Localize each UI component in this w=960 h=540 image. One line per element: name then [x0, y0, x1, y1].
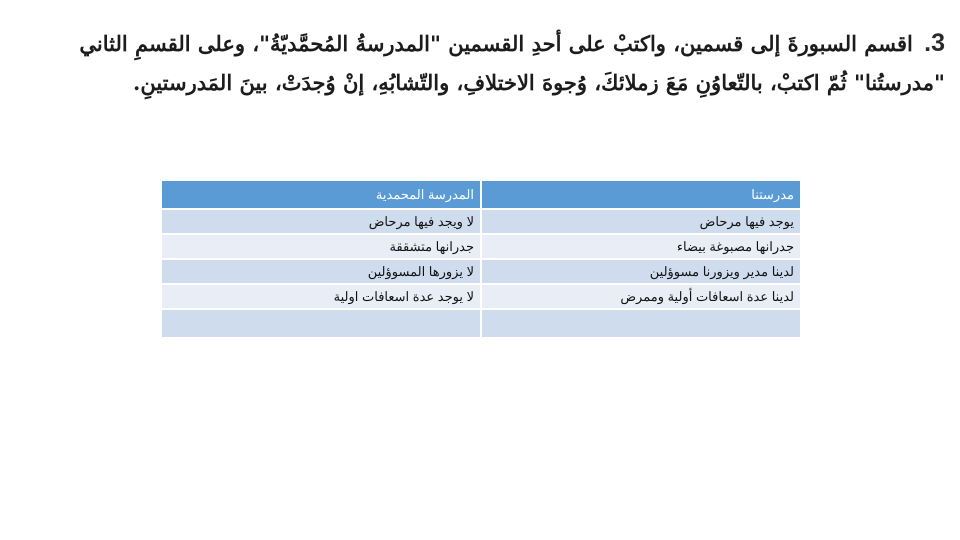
- table-row: [161, 234, 801, 259]
- instruction-line-2: "مدرستُنا" ثُمّ اكتبْ، بالتّعاوُنِ مَعَ زملائكَ، وُجوهَ الاختلافِ، والتّشابُهِ، إنْ وُجدَتْ، بينَ المَدرستينِ.: [133, 70, 945, 95]
- table-cell: لدينا مدير ويزورنا مسوؤلين: [481, 259, 801, 284]
- question-number: 3.: [924, 29, 945, 57]
- table-row-empty: [161, 309, 801, 338]
- question-instructions: [50, 24, 945, 102]
- header-muhammadiya-school: المدرسة المحمدية: [161, 180, 481, 209]
- instruction-text-1: اقسم السبورةَ إلى قسمين، واكتبْ على أحدِ القسمين "المدرسةُ المُحمَّديّةُ"، وعلى القسمِ الثاني: [79, 31, 913, 56]
- table-row: [161, 284, 801, 309]
- table-cell: لا يزورها المسوؤلين: [161, 259, 481, 284]
- comparison-table-container: [160, 179, 800, 339]
- table-cell: لا يوجد عدة اسعافات اولية: [161, 284, 481, 309]
- table-cell: لدينا عدة اسعافات أولية وممرض: [481, 284, 801, 309]
- table-cell: جدرانها مصبوغة بيضاء: [481, 234, 801, 259]
- table-cell: [481, 309, 801, 338]
- table-cell: جدرانها متشققة: [161, 234, 481, 259]
- table-header-row: [161, 180, 801, 209]
- instruction-line-1: [50, 24, 945, 63]
- table-cell: لا ويجد فيها مرحاض: [161, 209, 481, 234]
- table-row: [161, 259, 801, 284]
- table-cell: [161, 309, 481, 338]
- table-row: [161, 209, 801, 234]
- comparison-table: [160, 179, 802, 339]
- table-cell: يوجد فيها مرحاض: [481, 209, 801, 234]
- header-our-school: مدرستنا: [481, 180, 801, 209]
